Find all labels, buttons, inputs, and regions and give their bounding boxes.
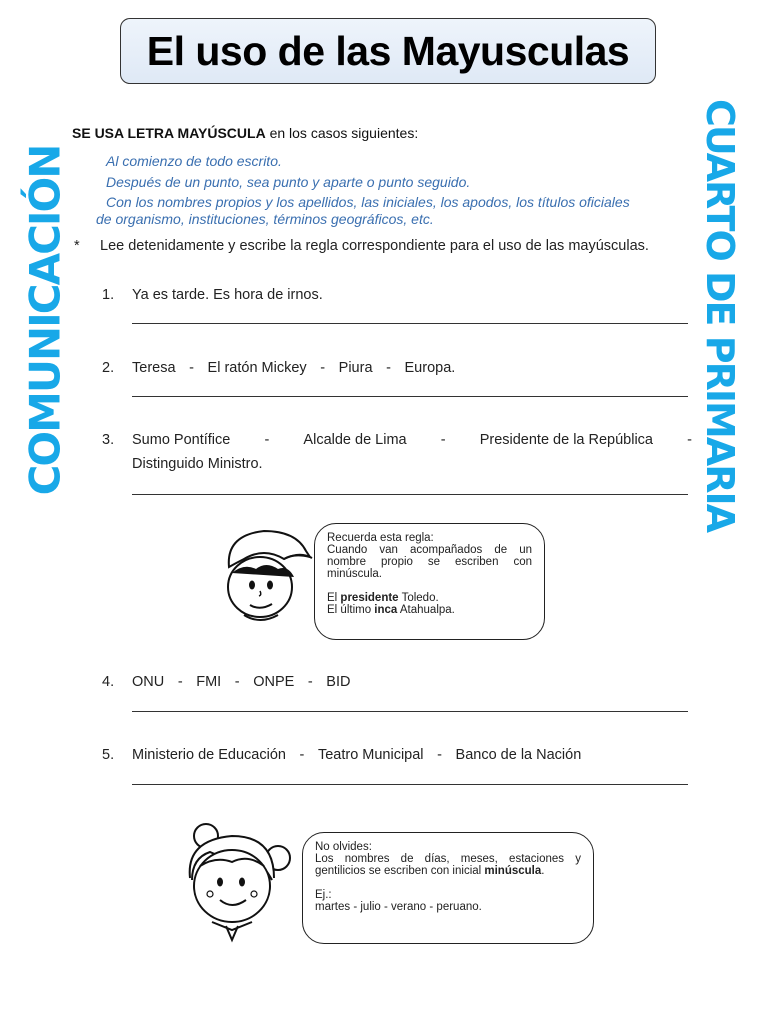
answer-line-1[interactable] [132,323,688,324]
rule-3-line-2: de organismo, instituciones, términos geográficos, etc. [96,211,434,227]
bubble-heading: Recuerda esta regla: [327,532,434,544]
item-number: 1. [102,287,115,303]
item-separator: - [320,360,326,376]
example-bold: presidente [340,592,399,604]
example-text: Atahualpa. [397,604,455,616]
item-separator: - [386,360,391,376]
item-number: 4. [102,674,115,690]
bubble-body [315,853,581,877]
exercise-item-3 [102,432,692,472]
item-part: Presidente de la República [479,432,653,448]
rule-3-line-1: Con los nombres propios y los apellidos, las iniciales, los apodos, los títulos oficiales [106,194,630,210]
exercise-item-1 [102,287,323,303]
body-text: Los nombres de días, meses, estaciones y gentilicios se escriben con inicial [315,853,581,877]
instruction-text: Lee detenidamente y escribe la regla correspondiente para el uso de las mayúsculas. [100,238,649,254]
body-text: . [541,865,545,877]
girl-face-illustration [170,818,300,943]
bubble-example-2 [327,604,532,616]
example-bold: inca [374,604,398,616]
bubble-examples: martes - julio - verano - peruano. [315,901,482,913]
answer-line-4[interactable] [132,711,688,712]
item-part: BID [326,674,351,690]
item-separator: - [299,747,305,763]
item-separator: - [264,432,270,448]
exercise-item-2 [102,360,455,376]
intro-heading [72,125,418,141]
bubble-example-1 [327,592,532,604]
item-part: Ministerio de Educación [132,747,286,763]
example-text: El [327,592,341,604]
title-box [120,18,656,84]
item-part: Teatro Municipal [317,747,424,763]
page-title: El uso de las Mayusculas [146,27,630,74]
boy-face-illustration [214,525,314,625]
exercise-item-5 [102,747,581,763]
item-part: Teresa [132,360,176,376]
item-number: 3. [102,432,115,448]
item-separator: - [687,432,692,448]
item-part: Piura [338,360,373,376]
answer-line-2[interactable] [132,396,688,397]
instruction [74,238,649,254]
item-part: ONPE [253,674,295,690]
item-line-2: Distinguido Ministro. [132,456,263,472]
side-banner-left [10,145,80,495]
rule-2: Después de un punto, sea punto y aparte o punto seguido. [106,174,471,190]
intro-bold: SE USA LETRA MAYÚSCULA [72,125,266,141]
bubble-heading: No olvides: [315,841,372,853]
item-separator: - [307,674,313,690]
bubble-body: Cuando van acompañados de un nombre propio se escriben con minúscula. [327,544,532,580]
item-part: Alcalde de Lima [303,432,407,448]
item-part: Banco de la Nación [455,747,582,763]
exercise-item-4 [102,674,350,690]
bubble-ej: Ej.: [315,889,332,901]
body-bold: minúscula [484,865,542,877]
item-part: ONU [132,674,165,690]
answer-line-3[interactable] [132,494,688,495]
intro-rest: en los casos siguientes: [265,125,419,141]
side-banner-right [690,98,750,532]
item-number: 5. [102,747,115,763]
rule-3 [96,194,696,228]
item-separator: - [437,747,442,763]
reminder-bubble [314,523,545,640]
item-number: 2. [102,360,115,376]
item-text: Ya es tarde. Es hora de irnos. [132,287,323,303]
note-bubble [302,832,594,944]
item-part: El ratón Mickey [207,360,307,376]
subject-label: COMUNICACIÓN [20,145,70,495]
rule-1: Al comienzo de todo escrito. [106,153,282,169]
example-text: Toledo. [398,592,439,604]
item-separator: - [177,674,183,690]
item-part: Sumo Pontífice [132,432,231,448]
item-part: FMI [196,674,222,690]
answer-line-5[interactable] [132,784,688,785]
example-text: El último [327,604,375,616]
item-separator: - [440,432,446,448]
asterisk: * [74,238,80,254]
item-part: Europa. [404,360,456,376]
grade-label: CUARTO DE PRIMARIA [698,98,743,532]
item-separator: - [189,360,194,376]
item-separator: - [234,674,240,690]
